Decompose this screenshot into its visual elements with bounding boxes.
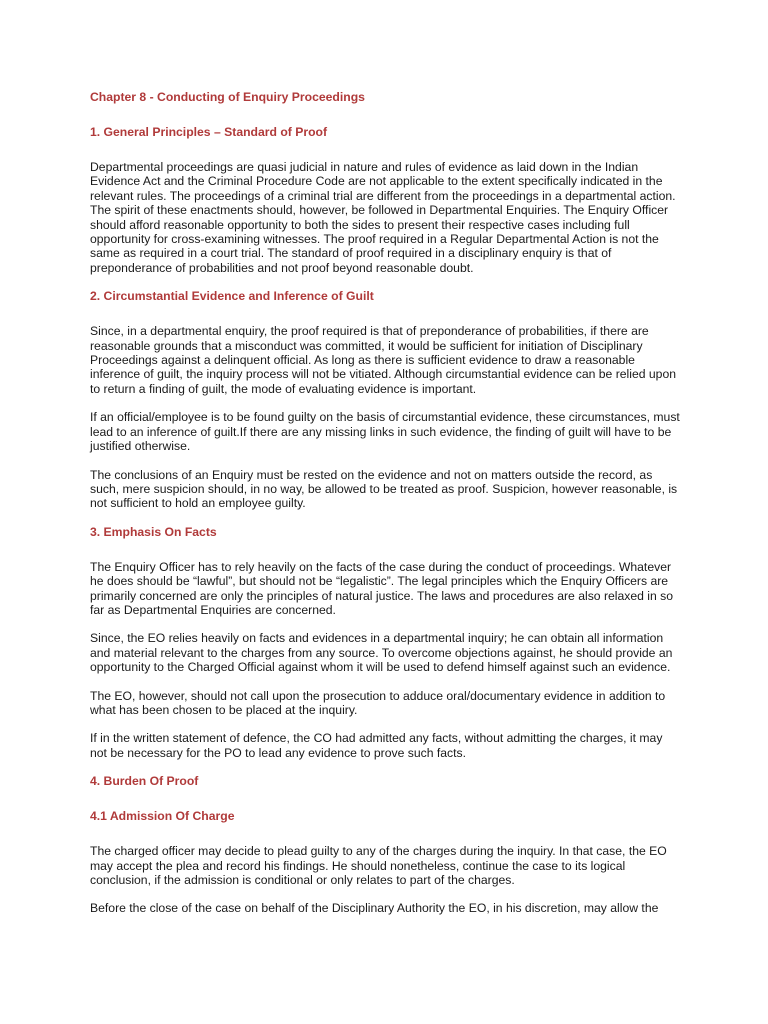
section-heading-3: 3. Emphasis On Facts xyxy=(90,524,217,539)
paragraph: The conclusions of an Enquiry must be rested on the evidence and not on matters outside the record, as such, mere suspicion should, in no way, be allowed to be treated as proof. Suspicion, however reasonable, is not sufficient to hold an employee guilty. xyxy=(90,467,678,511)
paragraph: Departmental proceedings are quasi judicial in nature and rules of evidence as laid down in the Indian Evidence Act and the Criminal Procedure Code are not applicable to the extent specifically indicated in the relevant rules. The proceedings of a criminal trial are different from the proceedings in a departmental action. The spirit of these enactments should, however, be followed in Departmental Enquiries. The Enquiry Officer should afford reasonable opportunity to both the sides to present their respective cases including full opportunity for cross-examining witnesses. The proof required in a Regular Departmental Action is not the same as required in a court trial. The standard of proof required in a disciplinary enquiry is that of preponderance of probabilities and not proof beyond reasonable doubt. xyxy=(90,160,676,275)
paragraph: The Enquiry Officer has to rely heavily on the facts of the case during the conduct of proceedings. Whatever he does should be “lawful”, but should not be “legalistic”. The legal principles which the Enquiry Officers are primarily concerned are only the principles of natural justice. The laws and procedures are also relaxed in so far as Departmental Enquiries are concerned. xyxy=(90,559,674,617)
paragraph: Since, in a departmental enquiry, the proof required is that of preponderance of probabilities, if there are reasonable grounds that a misconduct was committed, it would be sufficient for initiation of Disciplinary Proceedings against a delinquent official. As long as there is sufficient evidence to draw a reasonable inference of guilt, the inquiry process will not be vitiated. Although circumstantial evidence can be relied upon to return a finding of guilt, the mode of evaluating evidence is important. xyxy=(90,324,677,396)
paragraph: The charged officer may decide to plead guilty to any of the charges during the inquiry. In that case, the EO may accept the plea and record his findings. He should nonetheless, continue the case to its logical conclusion, if the admission is conditional or only relates to part of the charges. xyxy=(90,844,667,887)
section-heading-2: 2. Circumstantial Evidence and Inference of Guilt xyxy=(90,289,374,304)
paragraph: If an official/employee is to be found guilty on the basis of circumstantial evidence, these circumstances, must lead to an inference of guilt.If there are any missing links in such evidence, the finding of guilt will have to be justified otherwise. xyxy=(90,410,680,454)
subsection-heading-4-1: 4.1 Admission Of Charge xyxy=(90,809,235,824)
paragraph: Since, the EO relies heavily on facts and evidences in a departmental inquiry; he can obtain all information and material relevant to the charges from any source. To overcome objections against, he should provide an opportunity to the Charged Official against whom it will be used to defend himself against such an evidence. xyxy=(90,631,673,675)
paragraph: If in the written statement of defence, the CO had admitted any facts, without admitting the charges, it may not be necessary for the PO to lead any evidence to prove such facts. xyxy=(90,731,663,760)
section-heading-4: 4. Burden Of Proof xyxy=(90,774,199,789)
section-heading-1: 1. General Principles – Standard of Proof xyxy=(90,125,328,139)
paragraph: Before the close of the case on behalf of the Disciplinary Authority the EO, in his discretion, may allow the xyxy=(90,901,659,916)
paragraph: The EO, however, should not call upon the prosecution to adduce oral/documentary evidence in addition to what has been chosen to be placed at the inquiry. xyxy=(90,688,666,717)
chapter-title: Chapter 8 - Conducting of Enquiry Proceedings xyxy=(90,90,365,104)
